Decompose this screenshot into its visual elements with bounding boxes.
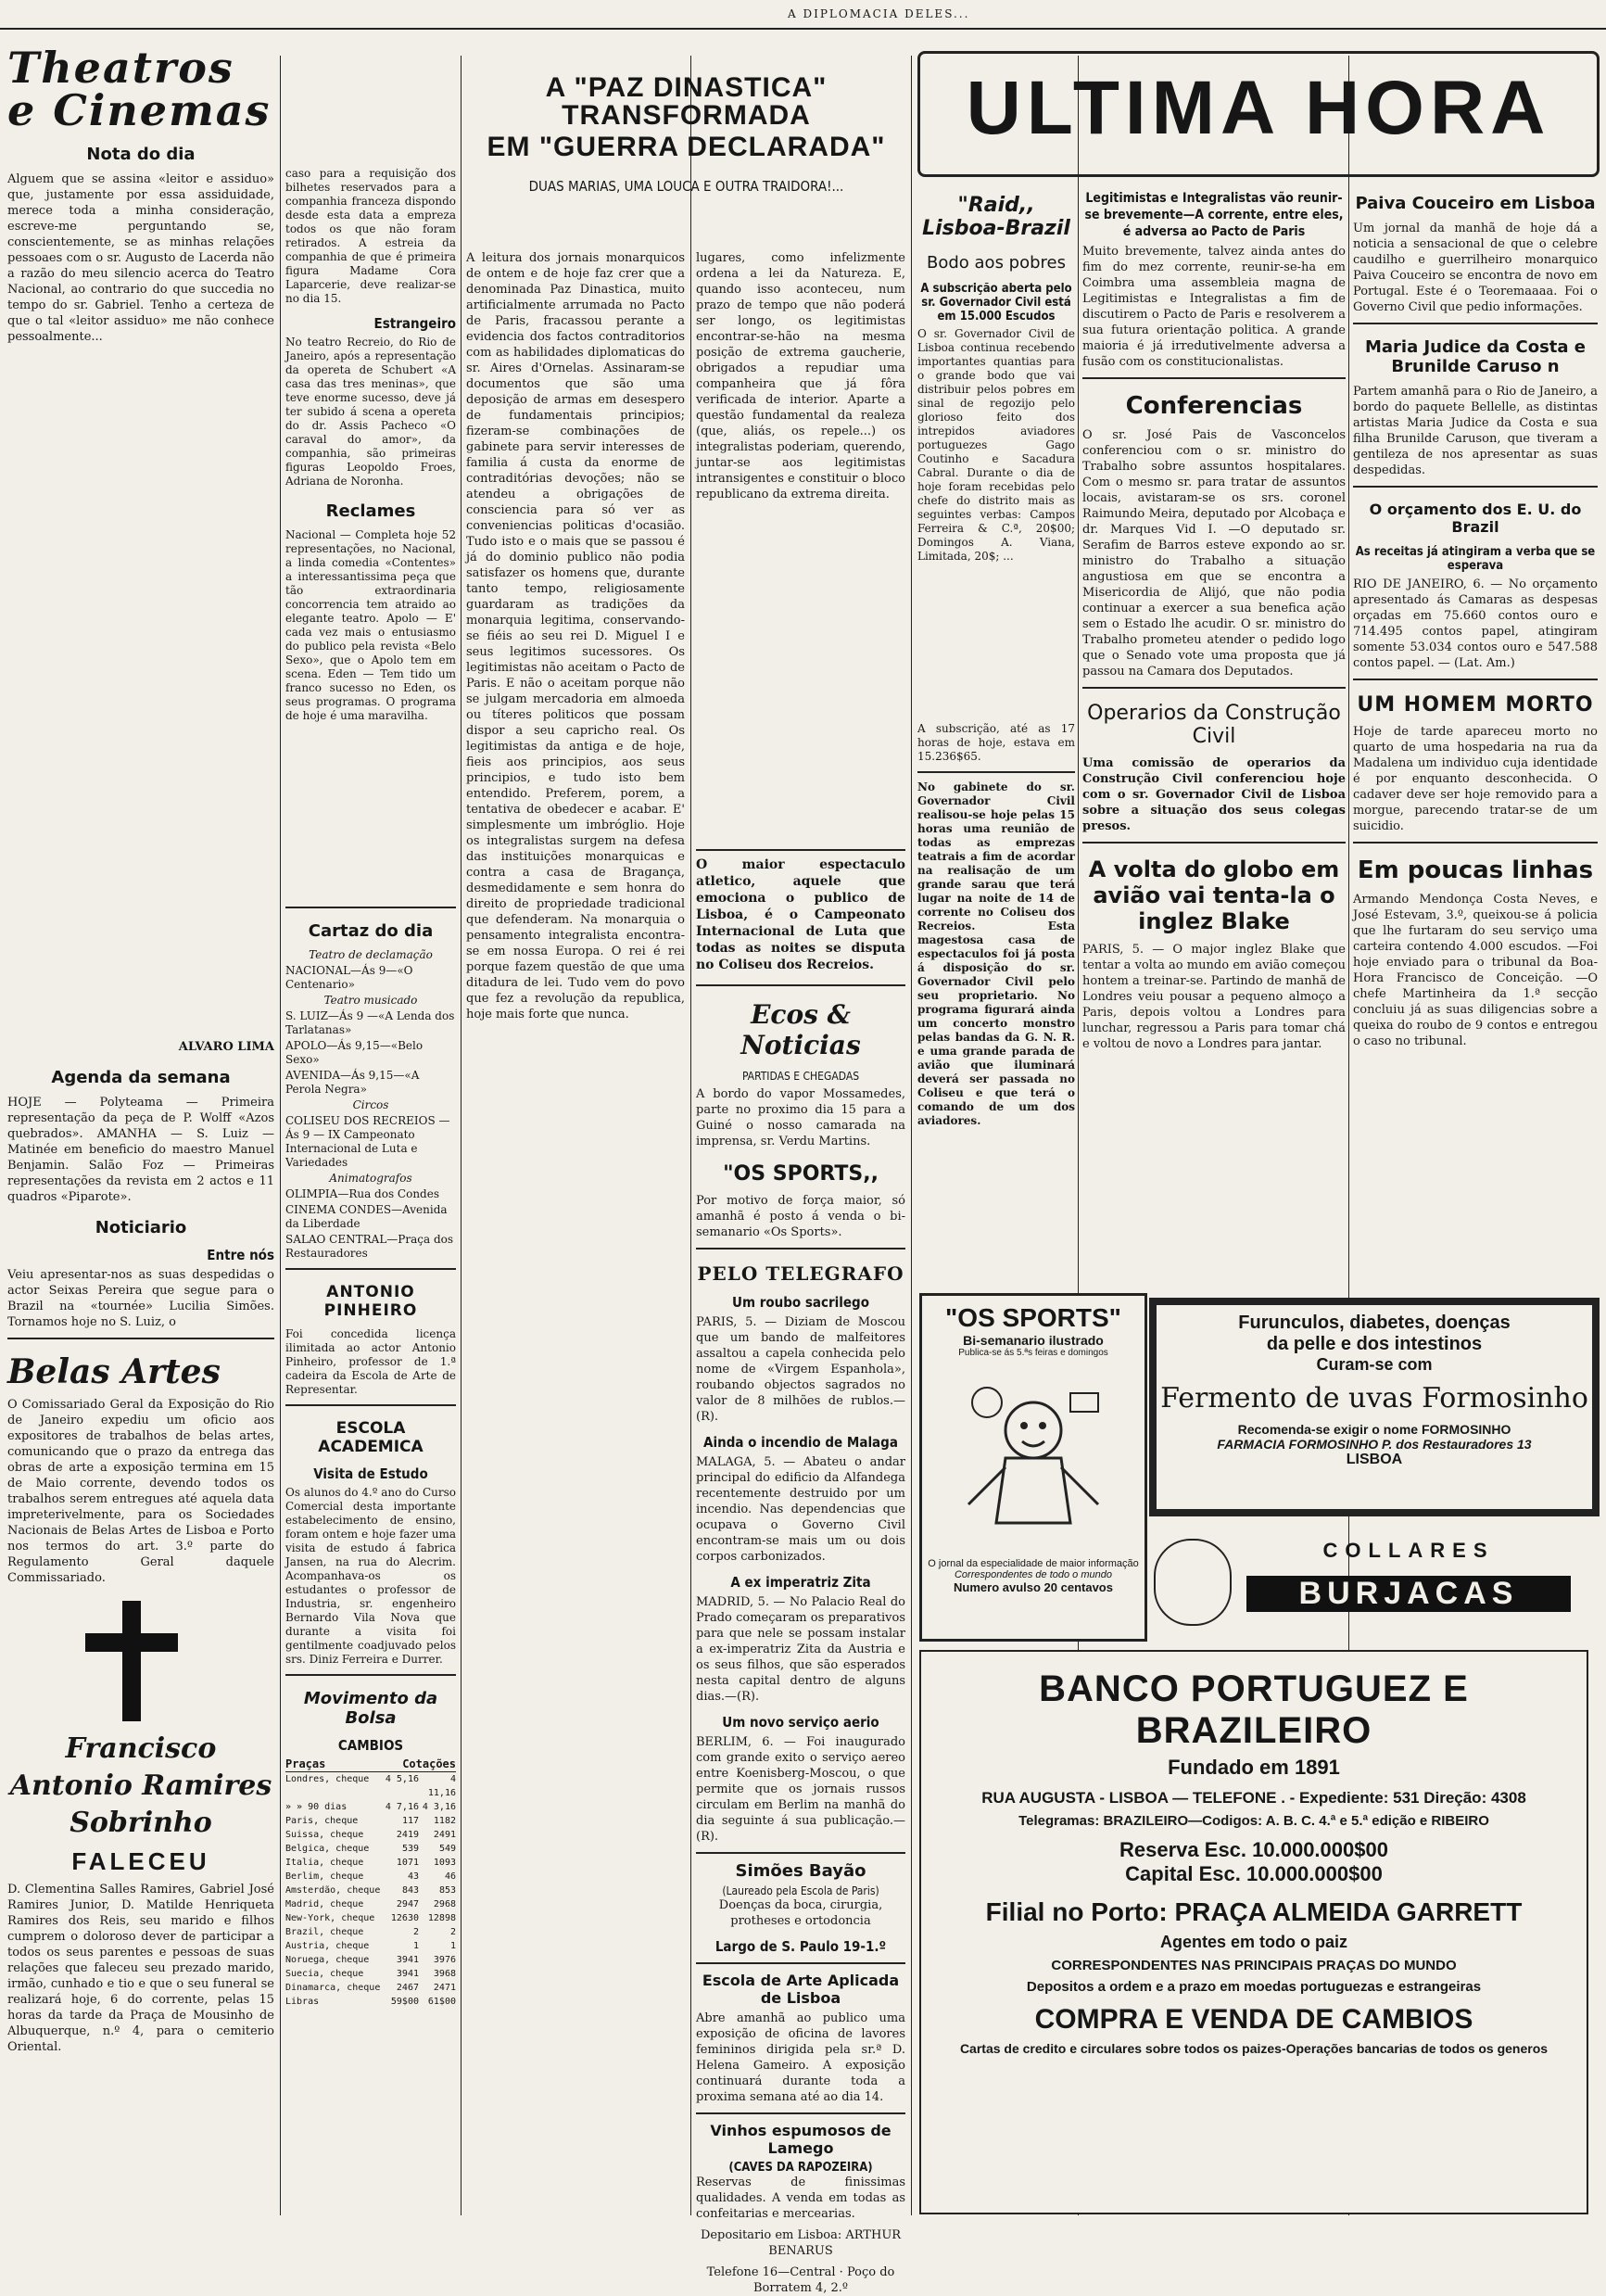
column-diplomacia [466, 250, 685, 2215]
malaga-text: MALAGA, 5. — Abateu o andar principal do edificio da Alfandega recentemente destruido por um incendio. Nas dependencias que ocupava o Governo Civil encontram-se mais um ou dois corpos carbonizados. [696, 1455, 905, 1564]
column-raid [917, 181, 1075, 1293]
ecos-sub: PARTIDAS E CHEGADAS [741, 1070, 860, 1083]
cartaz-line: AVENIDA—Ás 9,15—«A Perola Negra» [285, 1069, 420, 1096]
collares-line2: BURJACAS [1246, 1576, 1571, 1612]
divider [1353, 679, 1598, 680]
bolsa-cell: 3941 [396, 1969, 419, 1979]
bolsa-cell: Madrid, cheque [285, 1899, 364, 1909]
os-sports-ad [919, 1293, 1147, 1642]
bolsa-cell: 12898 [427, 1913, 456, 1923]
bolsa-row [285, 1814, 456, 1828]
agenda-title: Agenda da semana [51, 1068, 231, 1087]
bolsa-row [285, 1911, 456, 1925]
nota-title: Nota do dia [86, 145, 196, 164]
bolsa-title: Movimento da Bolsa [303, 1689, 438, 1728]
divider [285, 1674, 456, 1676]
vinhos-text: Reservas de finissimas qualidades. A venda em todas as confeitarias e mercearias. [696, 2175, 905, 2221]
bolsa-head-cell: Cotações [402, 1757, 456, 1770]
sports-ad-foot2: Correspondentes de todo o mundo [954, 1569, 1112, 1580]
bolsa-cell: 2471 [433, 1983, 456, 1993]
conferencias-title: Conferencias [1125, 392, 1303, 420]
escola-academica-sub: Visita de Estudo [313, 1465, 428, 1482]
estrangeiro-text: No teatro Recreio, do Rio de Janeiro, após a representação da opereta de Schubert «A casa das tres meninas», que teve enorme sucesso, deve já ter subido á scena a opereta do dr. Assis Pacheco «O caraval do amor», da companhia, são primeiras figuras Leopoldo Froes, Adriana de Noronha. [285, 336, 456, 488]
bolsa-row [285, 1772, 456, 1800]
diplomacia-body: A leitura dos jornais monarquicos de ontem e de hoje faz crer que a denominada Paz Dinastica, muito artificialmente arrumada no Pacto de Paris, fracassou perante a evidencia dos factos contraditorios com as habilidades diplomaticas do sr. Aires d'Ornelas. Assinaram-se documentos que são uma deposição de armas em desespero de fundamentais principios; fizeram-se combinações de gabinete para servir interesses de familia á custa da enorme de contraditórias devoções; não se atendeu a obrigações de consciencia para só ver as conveniencias politicas d'ocasião. Tudo isto e o mais que se passou é já do dominio publico não podia satisfazer os homens que, durante tanto tempo, religiosamente guardaram as tradições da monarquia legitima, conservando-se fiéis ao seu rei D. Miguel I e seus legitimos sucessores. Os legitimistas não aceitam o Pacto de Paris. E não o aceitam porque não se julgam mercadoria em almoeda ou títeres politicos que possam dispor a seu capricho real. Os legitimistas da antiga e de hoje, fieis aos principios, aos seus principios, e tudo isto bem entendido. Preferem, porem, a tentativa de obedecer e acabar. E' simplesmente um imbróglio. Hoje os integralistas surgem na defesa das instituições monarquicas e contra a casa de Bragança, desmedidamente e sem honra do direito de propriedade tradicional que defenderam. Na monarquia o pensamento integralista encontra-se em nossa Europa. O rei é rei porque fazem questão de que uma ditadura de lei. Tudo vem do povo que fez a revolução da republica, hoje mais forte que nunca. [466, 251, 685, 1021]
obituary-text: D. Clementina Salles Ramires, Gabriel José Ramires Junior, D. Matilde Henriqueta Ramires dos Reis, seu marido e filhos cumprem o doloroso dever de participar a todos os seus parentes e pessoas de suas relações que faleceu seu prezado marido, irmão, cunhado e tio e que o seu funeral se realizará hoje, 6 do corrente, pelas 15 horas da tarde da Praça de Mousinho de Albuquerque, n.º 4, para o cemiterio Oriental. [7, 1883, 274, 2054]
diplomacia-header [466, 37, 906, 260]
column-paiva [1353, 181, 1598, 1293]
bolsa-cell: New-York, cheque [285, 1913, 375, 1923]
bolsa-cell: 2968 [433, 1899, 456, 1909]
bolsa-row [285, 1967, 456, 1981]
banco-address: RUA AUGUSTA - LISBOA — TELEFONE . - Expediente: 531 Direção: 4308 [981, 1789, 1526, 1807]
bayao-address: Largo de S. Paulo 19-1.º [714, 1938, 887, 1955]
bolsa-cell: 3941 [396, 1955, 419, 1965]
banco-name: BANCO PORTUGUEZ E BRAZILEIRO [1039, 1668, 1469, 1751]
fermento-pharmacy: FARMACIA FORMOSINHO P. dos Restauradores 13 [1217, 1437, 1532, 1452]
col2-text-top: caso para a requisição dos bilhetes reservados para a companhia franceza dispondo desde esta data a empreza todos os que não foram retirados. A estreia da companhia de que é primeira figura Madame Cora Laparcerie, deve realizar-se no dia 15. [285, 167, 456, 305]
banco-founded: Fundado em 1891 [1168, 1756, 1340, 1779]
pinheiro-title: ANTONIO PINHEIRO [323, 1283, 418, 1320]
divider [1082, 687, 1346, 689]
volta-title: A volta do globo em avião vai tenta-la o inglez Blake [1088, 856, 1340, 934]
sports-illustration-icon [950, 1365, 1117, 1551]
banco-agentes: Agentes em todo o paiz [1159, 1933, 1348, 1951]
diplomacia-subhead: DUAS MARIAS, UMA LOUCA E OUTRA TRAIDORA!... [528, 178, 844, 195]
cartaz-line: CINEMA CONDES—Avenida da Liberdade [285, 1203, 448, 1230]
fermento-name: Fermento de uvas Formosinho [1160, 1382, 1588, 1414]
bolsa-cell: 1071 [396, 1858, 419, 1868]
cross-icon [7, 1592, 274, 1731]
bolsa-cell: 549 [438, 1844, 456, 1854]
bolsa-cell: Noruega, cheque [285, 1955, 370, 1965]
collares-line1: COLLARES [1322, 1539, 1495, 1562]
bolsa-row [285, 1842, 456, 1856]
maria-title: Maria Judice da Costa e Brunilde Caruso n [1364, 337, 1587, 376]
nota-signature: ALVARO LIMA [178, 1040, 274, 1054]
paiva-text: Um jornal da manhã de hoje dá a noticia a sensacional de que o celebre caudilho e guerrilheiro monarquico Paiva Couceiro se encontra de novo em Portugal. Este é o Teoremaaaa. Foi o Governo Civil que pedio informações. [1353, 222, 1598, 314]
divider [1353, 842, 1598, 844]
divider [1353, 486, 1598, 488]
cartaz-line: OLIMPIA—Rua dos Condes [285, 1187, 440, 1200]
banco-reserva: Reserva Esc. 10.000.000$00 [1119, 1838, 1388, 1861]
sports-ad-title: "OS SPORTS" [945, 1303, 1121, 1332]
banco-ad [919, 1650, 1588, 2214]
cartaz-line: S. LUIZ—Ás 9 —«A Lenda dos Tarlatanas» [285, 1009, 455, 1036]
bolsa-cell: 61$00 [427, 1997, 456, 2007]
bolsa-cell: 853 [438, 1885, 456, 1896]
vinhos-sub: (CAVES DA RAPOZEIRA) [728, 2161, 873, 2175]
divider [1082, 377, 1346, 379]
bolsa-cell: Berlim, cheque [285, 1871, 364, 1882]
headline-line-2: EM "GUERRA DECLARADA" [487, 132, 886, 162]
bodo-sub: A subscrição aberta pelo sr. Governador Civil está em 15.000 Escudos [920, 282, 1072, 323]
divider [285, 1404, 456, 1406]
bolsa-row [285, 1856, 456, 1870]
operarios-text: Uma comissão de operarios da Construção Civil conferenciou hoje com o sr. Governador Civil de Lisboa sobre a situação dos seus colegas presos. [1082, 756, 1346, 833]
bolsa-row [285, 1953, 456, 1967]
fermento-line1: Furunculos, diabetes, doenças [1238, 1313, 1511, 1333]
poucas-linhas-title: Em poucas linhas [1357, 856, 1594, 884]
reclames-text: Nacional — Completa hoje 52 representações, no Nacional, a linda comedia «Contentes» a interessantissima peça que tão extraordinaria concorrencia tem atraido ao elegante teatro. Apolo — E' cada vez mais o entusiasmo do publico pela revista «Belo Sexo», que o Apolo tem em scena. Eden — Tem tido um franco sucesso no Eden, os seus programas. O programa de hoje é uma maravilha. [285, 528, 456, 722]
bolsa-row [285, 1870, 456, 1884]
bolsa-cell: 1093 [433, 1858, 456, 1868]
headline-line-1: A "PAZ DINASTICA" TRANSFORMADA [545, 72, 828, 131]
bolsa-head-row [285, 1757, 456, 1772]
bolsa-cell: 117 [401, 1816, 419, 1826]
raid-title: "Raid,, Lisboa-Brazil [922, 194, 1070, 240]
column-ecos [696, 250, 905, 2295]
bolsa-cell: Belgica, cheque [285, 1844, 370, 1854]
bolsa-cell: Austria, cheque [285, 1941, 370, 1951]
bolsa-row [285, 1800, 456, 1814]
poucas-linhas-text: Armando Mendonça Costa Neves, e José Estevam, 3.º, queixou-se á policia que lhe furtaram do seu serviço uma carteira contendo 4.000 escudos. —Foi hoje enviado para o tribunal da Boa-Hora Francisco de Conceição. —O chefe Martinheira da 1.ª secção concluiu já as suas diligencias sobre a queixa do roubo de 9 contos e entregou o caso no tribunal. [1353, 893, 1598, 1048]
cartaz-line: Teatro musicado [323, 994, 418, 1007]
divider [7, 1338, 274, 1339]
ultima-hora-masthead: ULTIMA HORA [966, 66, 1551, 150]
banco-cartas: Cartas de credito e circulares sobre todos os paizes-Operações bancarias de todos os generos [959, 2041, 1549, 2056]
bolsa-cell: Suissa, cheque [285, 1830, 364, 1840]
column-theatros [7, 43, 274, 2215]
operarios-title: Operarios da Construção Civil [1087, 702, 1341, 748]
column-rule [461, 56, 462, 2215]
cartaz-line: Circos [352, 1098, 389, 1111]
bolsa-cell: Amsterdão, cheque [285, 1885, 381, 1896]
malaga-title: Ainda o incendio de Malaga [703, 1434, 898, 1451]
espectaculo-text: O maior espectaculo atletico, aquele que emociona o publico de Lisboa, é o Campeonato Internacional de Luta que todas as noites se disputa no Coliseu dos Recreios. [696, 857, 905, 972]
ultima-hora-masthead-box [917, 51, 1600, 177]
bodo-total: A subscrição, até as 17 horas de hoje, estava em 15.236$65. [917, 722, 1075, 763]
noticiario-sub: Entre nós [207, 1247, 274, 1263]
bolsa-cell: 46 [444, 1871, 456, 1882]
aereo-text: BERLIM, 6. — Foi inaugurado com grande exito o serviço aereo entre Koenisberg-Moscou, o que permite que os jornais russos circulam em Berlim na manhã do dia seguinte á sua publicação.—(R). [696, 1735, 905, 1844]
bolsa-sub: CAMBIOS [337, 1737, 404, 1754]
top-title: A DIPLOMACIA DELES... [788, 7, 970, 20]
bolsa-cell: 59$00 [390, 1997, 419, 2007]
orcamento-sub: As receitas já atingiram a verba que se esperava [1355, 545, 1596, 573]
bolsa-cell: » » 90 dias [285, 1802, 348, 1812]
legitimistas-text: Muito brevemente, talvez ainda antes do fim do mez corrente, reunir-se-ha em Coimbra uma assembleia magna de Legitimistas e Integralistas a fim de discutirem o Pacto de Paris e resolverem a sua futura orientação politica. A grande maioria é já irredutivelmente adversa a fusão com os constitucionalistas. [1082, 245, 1346, 369]
banco-telegramas: Telegramas: BRAZILEIRO—Codigos: A. B. C. 4.ª e 5.ª edição e RIBEIRO [1018, 1813, 1489, 1829]
roubo-text: PARIS, 5. — Diziam de Moscou que um bando de malfeitores assaltou a capela conhecida pelo nome de «Virgem Espanhola», roubando objectos sagrados no valor de 8 milhões de rublos.—(R). [696, 1315, 905, 1424]
pinheiro-text: Foi concedida licença ilimitada ao actor Antonio Pinheiro, professor de 1.ª cadeira da Escola de Arte de Representar. [285, 1327, 456, 1396]
escola-academica-text: Os alunos do 4.º ano do Curso Comercial desta importante estabelecimento de ensino, foram ontem e hoje fazer uma visita de estudo á fabrica Jansen, na rua do Alecrim. Acompanhava-os os estudantes o professor de Industria, sr. engenheiro Bernardo Vila Nova que durante a visita foi gentilmente coadjuvado pelos srs. Diniz Ferreira e Durrer. [285, 1486, 456, 1666]
bolsa-cell: 1 [412, 1941, 419, 1951]
col4-body-top: lugares, como infelizmente ordena a lei da Natureza. E, quando isso aconteceu, num prazo de tempo que não poderá ser longo, os legitimistas encontrar-se-hão na mesma posição de extrema gaucherie, obrigados a repudiar uma companheira que já fôra verificada de interior. Aparte a questão fundamental da realeza (que, aliás, os repele...) os integralistas poderiam, querendo, juntar-se aos legitimistas intransigentes e constituir o bloco republicano da extrema direita. [696, 251, 905, 501]
sports-text: Por motivo de força maior, só amanhã é posto á venda o bi-semanario «Os Sports». [696, 1194, 905, 1239]
espectaculo-box [696, 849, 905, 986]
sports-ad-foot1: O jornal da especialidade de maior informação [928, 1558, 1139, 1569]
bolsa-cell: Brazil, cheque [285, 1927, 364, 1937]
bolsa-cell: 539 [401, 1844, 419, 1854]
bolsa-cell: 43 [407, 1871, 419, 1882]
aereo-title: Um novo serviço aerio [722, 1714, 879, 1731]
bolsa-head-cell: Praças [285, 1757, 326, 1770]
bolsa-cell: 2491 [433, 1830, 456, 1840]
morto-text: Hoje de tarde apareceu morto no quarto de uma hospedaria na rua da Madalena um individuo cuja identidade é por enquanto desconhecida. O cadaver deve ser hoje removido para a morgue, parecendo tratar-se de um suicidio. [1353, 725, 1598, 833]
bolsa-row [285, 1828, 456, 1842]
zita-text: MADRID, 5. — No Palacio Real do Prado começaram os preparativos para que nele se possam instalar a ex-imperatriz Zita da Austria e os seus filhos, que são esperados nesta capital dentro de alguns dias.—(R). [696, 1595, 905, 1704]
bolsa-cell: 12630 [390, 1913, 419, 1923]
divider [696, 1248, 905, 1249]
bolsa-cell: Dinamarca, cheque [285, 1983, 381, 1993]
divider [696, 1852, 905, 1854]
banco-compra: COMPRA E VENDA DE CAMBIOS [1034, 2004, 1473, 2035]
obituary-word: FALECEU [71, 1847, 210, 1875]
noticiario-text: Veiu apresentar-nos as suas despedidas o actor Seixas Pereira que segue para o Brazil na «tournée» Lucilia Simões. Tornamos hoje no S. Luiz, o [7, 1268, 274, 1329]
divider [285, 1268, 456, 1270]
bolsa-cell: Italia, cheque [285, 1858, 364, 1868]
collares-portrait-icon [1154, 1539, 1232, 1626]
bolsa-cell: Londres, cheque [285, 1774, 370, 1784]
bolsa-table [285, 1757, 456, 2009]
orcamento-title: O orçamento dos E. U. do Brazil [1369, 501, 1582, 536]
cartaz-list [285, 948, 456, 1261]
cartaz-line: Teatro de declamação [309, 948, 433, 961]
ecos-title: Ecos & Noticias [740, 999, 861, 1060]
fermento-rec: Recomenda-se exigir o nome FORMOSINHO [1237, 1422, 1511, 1437]
bolsa-row [285, 1981, 456, 1995]
cartaz-line: NACIONAL—Ás 9—«O Centenario» [285, 964, 413, 991]
bolsa-cell: 2 [449, 1927, 456, 1937]
top-strip [0, 0, 1606, 30]
morto-title: UM HOMEM MORTO [1357, 693, 1594, 717]
column-estrangeiro [285, 167, 456, 2215]
divider [696, 1962, 905, 1964]
gabinete-text: No gabinete do sr. Governador Civil realisou-se hoje pelas 15 horas uma reunião de todas as emprezas teatrais a fim de acordar na realisação de um grande sarau que terá lugar na noite de 14 de corrente no Coliseu dos Recreios. Esta magestosa casa de espectaculos foi já posta á disposição do sr. Governador Civil pelo seu proprietario. No programa figurará ainda um concerto monstro pelas bandas da G. N. R. e uma grande parada de avião que iluminará deverá ser passada no Coliseu e que terá o comando de um dos aviadores. [917, 780, 1075, 1127]
cartaz-line: COLISEU DOS RECREIOS — Ás 9 — IX Campeonato Internacional de Luta e Variedades [285, 1114, 450, 1169]
bolsa-row [285, 1925, 456, 1939]
cartaz-line: SALAO CENTRAL—Praça dos Restauradores [285, 1233, 454, 1260]
bolsa-cell: 843 [401, 1885, 419, 1896]
bolsa-cell: 3968 [433, 1969, 456, 1979]
bolsa-row [285, 1884, 456, 1897]
vinhos-title: Vinhos espumosos de Lamego [710, 2122, 892, 2157]
banco-filial: Filial no Porto: PRAÇA ALMEIDA GARRETT [985, 1897, 1523, 1926]
bayao-text: Doenças da boca, cirurgia, protheses e ortodoncia [718, 1898, 883, 1928]
ecos-text: A bordo do vapor Mossamedes, parte no proximo dia 15 para a Guiné o nosso camarada na imprensa, sr. Verdu Martins. [696, 1087, 905, 1148]
fermento-line2: da pelle e dos intestinos [1266, 1334, 1483, 1354]
collares-ad [1154, 1529, 1580, 1631]
legitimistas-title: Legitimistas e Integralistas vão reunir-se brevemente—A corrente, entre eles, é adversa ao Pacto de Paris [1084, 191, 1344, 239]
estrangeiro-title: Estrangeiro [373, 315, 456, 332]
bolsa-cell: 2419 [396, 1830, 419, 1840]
bayao-sub: (Laureado pela Escola de Paris) [722, 1884, 879, 1897]
bolsa-row [285, 1897, 456, 1911]
bolsa-cell: 3976 [433, 1955, 456, 1965]
zita-title: A ex imperatriz Zita [730, 1574, 871, 1591]
escola-academica-title: ESCOLA ACADEMICA [318, 1419, 424, 1456]
bolsa-cell: Paris, cheque [285, 1816, 359, 1826]
sports-ad-sub: Bi-semanario ilustrado [963, 1333, 1104, 1348]
bayao-title: Simões Bayão [735, 1861, 866, 1881]
escola-arte-title: Escola de Arte Aplicada de Lisboa [702, 1972, 900, 2007]
divider [1082, 842, 1346, 844]
obituary-name: Francisco Antonio Ramires Sobrinho [9, 1732, 272, 1839]
escola-arte-text: Abre amanhã ao publico uma exposição de oficina de lavores femininos dirigida pela sr.ª D. Helena Gameiro. A exposição continuará durante toda a proxima semana até ao dia 14. [696, 2011, 905, 2104]
banco-correspondentes: CORRESPONDENTES NAS PRINCIPAIS PRAÇAS DO MUNDO [1051, 1958, 1457, 1973]
fermento-city: LISBOA [1346, 1452, 1403, 1467]
cartaz-line: APOLO—Ás 9,15—«Belo Sexo» [285, 1039, 424, 1066]
divider [917, 771, 1075, 773]
bolsa-cell: 1182 [433, 1816, 456, 1826]
belas-artes-title: Belas Artes [7, 1352, 221, 1391]
column-conferencias [1082, 181, 1346, 1293]
column-rule [280, 56, 281, 2215]
agenda-text: HOJE — Polyteama — Primeira representação da peça de P. Wolff «Azos quebrados». AMANHA — S. Luiz — Matinée em beneficio do maestro Manuel Benjamin. Salão Foz — Primeiras representações da revista em 2 actos e 11 quadros «Piparote». [7, 1096, 274, 1204]
belas-artes-text: O Comissariado Geral da Exposição do Rio de Janeiro expediu um oficio aos expositores de trabalhos de belas artes, comunicando que o prazo da entrega das obras de arte a exposição termina em 15 de Maio corrente, devendo todos os trabalhos serem entregues até aquela data impreterivelmente, para os Sociedades Nacionais de Belas Artes de Lisboa e Porto nos termos do art. 3.º parte do Regulamento Geral daquele Commissariado. [7, 1398, 274, 1585]
column-rule [690, 56, 691, 2215]
fermento-cure: Curam-se com [1316, 1355, 1433, 1374]
maria-text: Partem amanhã para o Rio de Janeiro, a bordo do paquete Bellelle, as distintas artistas Maria Judice da Costa e sua filha Brunilde Caruson, que tiveram a gentileza de nos apresentar as suas despedidas. [1353, 385, 1598, 477]
bolsa-cell: 4 7,16 [385, 1802, 419, 1812]
reclames-title: Reclames [325, 501, 416, 521]
volta-text: PARIS, 5. — O major inglez Blake que tentar a volta ao mundo em avião começou hontem a treinar-se. Partindo de manhã de Londres veiu pousar a pequeno almoço a Paris, depois voltou a Londres para lunchar, regressou a Paris para tomar chá e voltou de novo a Londres para jantar. [1082, 943, 1346, 1051]
bolsa-cell: 1 [449, 1941, 456, 1951]
sports-title: "OS SPORTS,, [723, 1162, 879, 1186]
banco-depositos: Depositos a ordem e a prazo em moedas portuguezas e estrangeiras [1026, 1979, 1482, 1995]
bodo-title: Bodo aos pobres [927, 253, 1066, 273]
roubo-title: Um roubo sacrilego [731, 1294, 869, 1311]
bolsa-cell: 4 11,16 [427, 1774, 456, 1798]
bolsa-cell: 4 5,16 [385, 1774, 419, 1784]
sports-ad-days: Publica-se ás 5.ªs feiras e domingos [958, 1348, 1108, 1358]
paiva-title: Paiva Couceiro em Lisboa [1355, 194, 1596, 213]
sports-ad-price: Numero avulso 20 centavos [954, 1580, 1113, 1594]
column-rule [911, 56, 912, 2215]
bolsa-cell: Libras [285, 1997, 320, 2007]
cartaz-title: Cartaz do dia [308, 921, 434, 941]
divider [1353, 323, 1598, 324]
bolsa-cell: 2947 [396, 1899, 419, 1909]
orcamento-text: RIO DE JANEIRO, 6. — No orçamento apresentado ás Camaras as despesas orçadas em 75.660 contos ouro e 714.495 contos papel, atingiram somente 53.034 contos ouro e 547.588 contos papel. — (Lat. Am.) [1353, 577, 1598, 670]
telegrafo-title: PELO TELEGRAFO [697, 1262, 904, 1285]
bolsa-cell: Suecia, cheque [285, 1969, 364, 1979]
divider [696, 2112, 905, 2114]
fermento-ad [1149, 1298, 1600, 1516]
cartaz-line: Animatografos [329, 1172, 412, 1185]
vinhos-telefone: Telefone 16—Central · Poço do Borratem 4, 2.º [706, 2265, 895, 2295]
vinhos-depositario: Depositario em Lisboa: ARTHUR BENARUS [700, 2228, 902, 2258]
divider [285, 907, 456, 908]
bodo-text: O sr. Governador Civil de Lisboa continua recebendo importantes quantias para o grande bodo que vai distribuir pelos pobres em sinal de regozijo pelo glorioso feito dos intrepidos aviadores portuguezes Gago Coutinho e Sacadura Cabral. Durante o dia de hoje foram recebidas pelo chefe do distrito mais as seguintes verbas: Campos Ferreira & C.ª, 20$00; Domingos A. Viana, Limitada, 20$; ... [917, 327, 1075, 563]
bolsa-row [285, 1995, 456, 2009]
bolsa-cell: 2 [412, 1927, 419, 1937]
nota-text: Alguem que se assina «leitor e assiduo» que, justamente por essa assiduidade, merece toda a minha consideração, escreve-me perguntando se, conscientemente, se as minhas relações pessoaes com o sr. Augusto de Lacerda não a razão do meu silencio acerca do Teatro Nacional, ao contrario do que succedia no tempo do sr. Gabriel. Tenho a certeza de que o tal «leitor assiduo» me não conhece pessoalmente... [7, 172, 274, 344]
bolsa-cell: 4 3,16 [422, 1802, 456, 1812]
banco-capital: Capital Esc. 10.000.000$00 [1125, 1862, 1383, 1885]
conferencias-text: O sr. José Pais de Vasconcelos conferenciou com o sr. ministro do Trabalho sobre assuntos hospitalares. Com o mesmo sr. para tratar de assuntos locais, avistaram-se os srs. coronel Raimundo Meira, deputado por Alcobaça e dr. Marques Vid I. —O deputado sr. Serafim de Barros esteve expondo ao sr. ministro do Trabalho a situação angustiosa em que se encontra a Misericordia de Alijó, que não podia continuar a exercer a sua benefica ação sem o Estado lhe acudir. O sr. ministro do Trabalho prometeu atender o pedido logo que o Senado vote uma proposta que já passou na Camara dos Deputados. [1082, 428, 1346, 679]
bolsa-row [285, 1939, 456, 1953]
noticiario-title: Noticiario [95, 1218, 187, 1237]
theatros-masthead: Theatros e Cinemas [7, 43, 272, 135]
bolsa-cell: 2467 [396, 1983, 419, 1993]
